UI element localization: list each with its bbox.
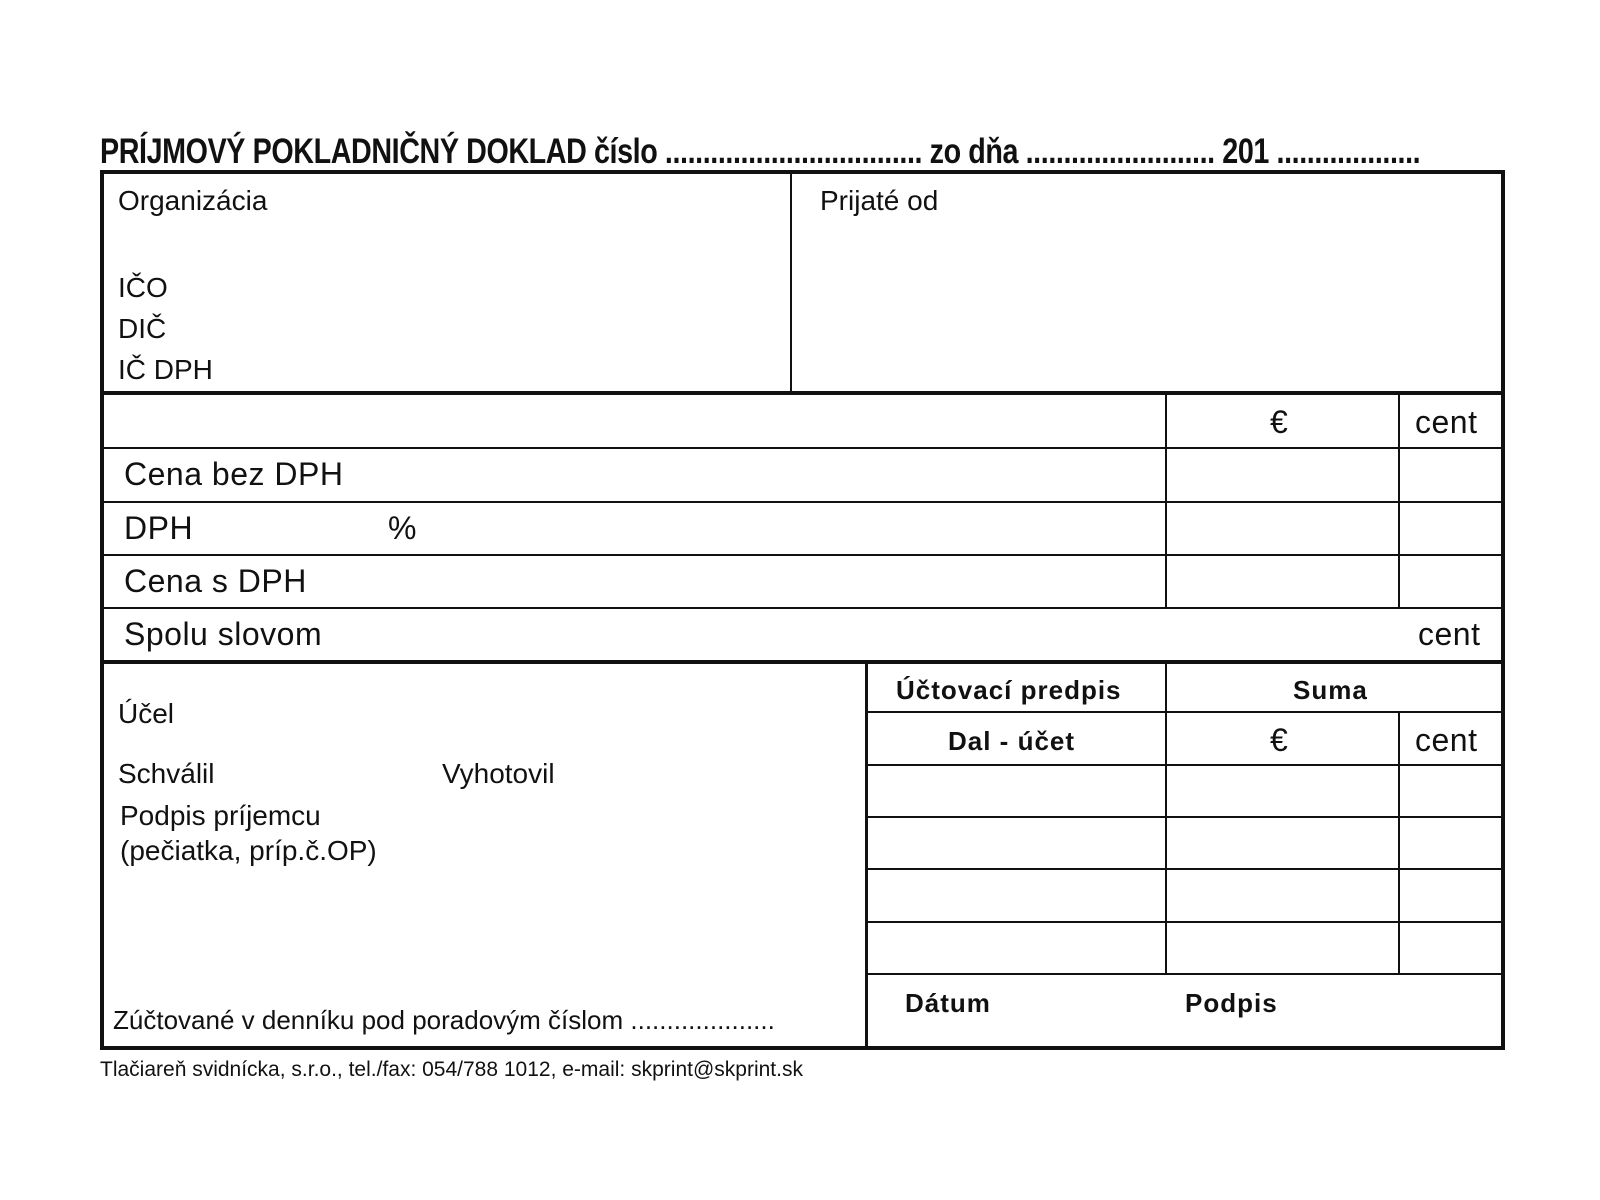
acc-line-4 <box>868 868 1501 870</box>
organization-label: Organizácia <box>118 185 268 216</box>
row-line-3 <box>104 554 1501 556</box>
accounting-entry-header: Účtovací predpis <box>896 675 1122 705</box>
approved-label: Schválil <box>118 758 215 789</box>
total-in-words-label: Spolu slovom <box>124 616 323 652</box>
divider-section1 <box>100 391 1505 395</box>
journal-entry-label: Zúčtované v denníku pod poradovým číslom .................... <box>113 1005 775 1035</box>
vat-percent-sign: % <box>388 510 417 546</box>
signature-label: Podpis <box>1185 988 1278 1018</box>
form-frame <box>100 170 1505 1050</box>
prepared-label: Vyhotovil <box>442 758 555 789</box>
acc-line-2 <box>868 764 1501 766</box>
dic-label: DIČ <box>118 313 167 344</box>
document-title-text: PRÍJMOVÝ POKLADNIČNÝ DOKLAD číslo .................................. zo dňa ......................... 201 ................... <box>100 132 1421 171</box>
row-line-1 <box>104 447 1501 449</box>
credit-account-header: Dal - účet <box>948 726 1076 756</box>
divider-org-received <box>790 174 792 391</box>
divider-purpose-accounting <box>865 664 868 1046</box>
total-in-words-cent: cent <box>1418 616 1481 652</box>
acc-line-1 <box>868 711 1501 713</box>
date-label: Dátum <box>905 988 991 1018</box>
acc-line-5 <box>868 921 1501 923</box>
received-from-label: Prijaté od <box>820 185 939 216</box>
ico-label: IČO <box>118 272 168 303</box>
purpose-label: Účel <box>118 698 175 729</box>
divider-section2 <box>100 660 1505 664</box>
sum-header: Suma <box>1293 675 1368 705</box>
accounting-cent-header: cent <box>1415 722 1478 758</box>
row-line-4 <box>104 607 1501 609</box>
recipient-signature-label: Podpis príjemcu <box>120 800 321 831</box>
document-title <box>100 120 1510 172</box>
acc-line-3 <box>868 816 1501 818</box>
cent-header: cent <box>1415 404 1478 440</box>
printer-info: Tlačiareň svidnícka, s.r.o., tel./fax: 054/788 1012, e-mail: skprint@skprint.sk <box>100 1058 803 1081</box>
price-with-vat-label: Cena s DPH <box>124 563 307 599</box>
vat-label: DPH <box>124 510 194 546</box>
price-without-vat-label: Cena bez DPH <box>124 456 344 492</box>
euro-header: € <box>1270 404 1289 440</box>
acc-line-6 <box>868 973 1501 975</box>
accounting-euro-header: € <box>1270 722 1289 758</box>
icdph-label: IČ DPH <box>118 354 213 385</box>
row-line-2 <box>104 501 1501 503</box>
divider-acc-cent <box>1398 712 1400 974</box>
recipient-signature-note: (pečiatka, príp.č.OP) <box>120 835 377 866</box>
